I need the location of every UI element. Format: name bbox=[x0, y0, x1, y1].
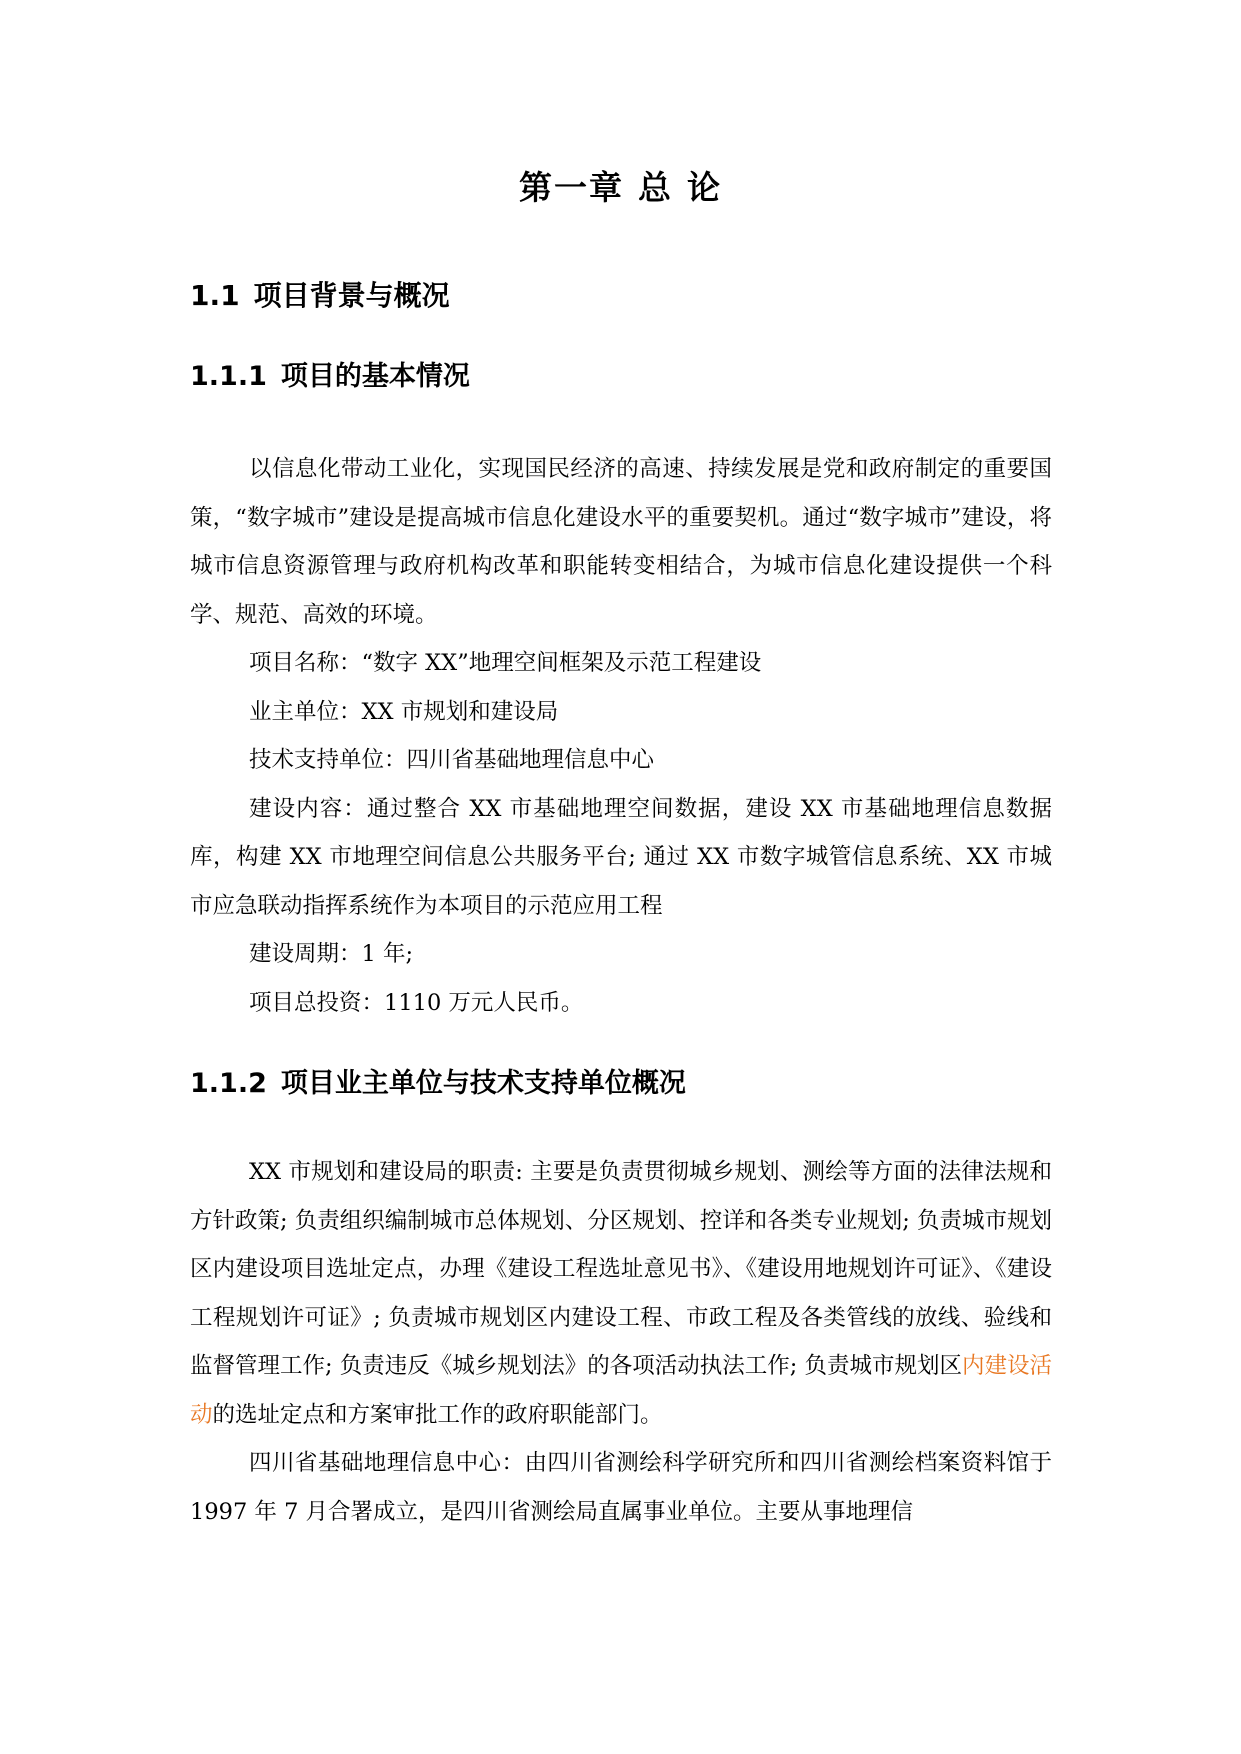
intro-paragraph: 以信息化带动工业化，实现国民经济的高速、持续发展是党和政府制定的重要国策，“数字城市”建设是提高城市信息化建设水平的重要契机。通过“数字城市”建设，将城市信息资源管理与政府机构改革和职能转变相结合，为城市信息化建设提供一个科学、规范、高效的环境。 bbox=[190, 456, 1052, 628]
section-heading-1-1-2 bbox=[190, 1066, 686, 1102]
investment-line: 项目总投资：1110 万元人民币。 bbox=[249, 989, 584, 1016]
chapter-title bbox=[0, 168, 1241, 208]
content-paragraph: 建设内容：通过整合 XX 市基础地理空间数据，建设 XX 市基础地理信息数据库，构建 XX 市地理空间信息公共服务平台; 通过 XX 市数字城管信息系统、XX 市城市应急联动指挥系统作为本项目的示范应用工程 bbox=[190, 795, 1052, 919]
period-line: 建设周期：1 年; bbox=[249, 941, 414, 967]
section-title: 项目业主单位与技术支持单位概况 bbox=[280, 1068, 686, 1099]
section-1-1-2-body bbox=[190, 1148, 1052, 1536]
duties-text: XX 市规划和建设局的职责: 主要是负责贯彻城乡规划、测绘等方面的法律法规和方针政策; 负责组织编制城市总体规划、分区规划、控详和各类专业规划; 负责城市规划区内建设项目选址定点，办理《建设工程选址意见书》、《建设用地规划许可证》、《建设工程规划许可证》; 负责城市规划区内建设工程、市政工程及各类管线的放线、验线和监督管理工作; 负责违反《城乡规划法》的各项活动执法工作; 负责城市规划区 bbox=[190, 1159, 1052, 1379]
section-number: 1.1 bbox=[190, 279, 240, 312]
section-title: 项目背景与概况 bbox=[253, 279, 450, 312]
section-title: 项目的基本情况 bbox=[280, 361, 470, 392]
chapter-title-word-2: 论 bbox=[687, 168, 722, 207]
project-name-line: 项目名称：“数字 XX”地理空间框架及示范工程建设 bbox=[249, 650, 762, 676]
support-unit-paragraph: 四川省基础地理信息中心：由四川省测绘科学研究所和四川省测绘档案资料馆于 1997 年 7 月合署成立，是四川省测绘局直属事业单位。主要从事地理信 bbox=[190, 1450, 1052, 1525]
section-number: 1.1.1 bbox=[190, 361, 267, 392]
owner-unit-line: 业主单位：XX 市规划和建设局 bbox=[249, 698, 559, 725]
section-number: 1.1.2 bbox=[190, 1068, 267, 1099]
section-heading-1-1-1 bbox=[190, 359, 470, 395]
owner-duties-paragraph bbox=[190, 1148, 1052, 1439]
section-1-1-1-body bbox=[190, 445, 1052, 1027]
support-unit-line: 技术支持单位：四川省基础地理信息中心 bbox=[249, 747, 655, 773]
chapter-title-word-1: 总 bbox=[638, 168, 673, 207]
section-heading-1-1 bbox=[190, 278, 450, 314]
chapter-title-number: 第一章 bbox=[519, 168, 624, 207]
highlighted-text: 内建设活动 bbox=[190, 1353, 1052, 1428]
duties-text-end: 的选址定点和方案审批工作的政府职能部门。 bbox=[212, 1401, 663, 1428]
